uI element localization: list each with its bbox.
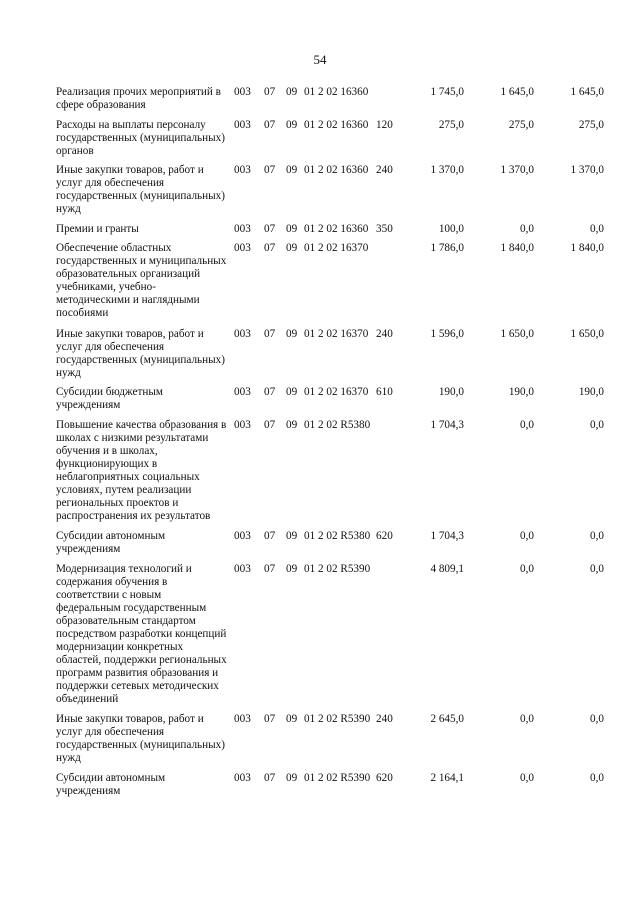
subsection-code: 09	[286, 118, 298, 131]
amount-year-1: 1 370,0	[430, 164, 464, 176]
admin-code: 003	[234, 418, 251, 431]
amount-year-3: 1 650,0	[570, 327, 604, 340]
subsection-code: 09	[286, 222, 298, 235]
admin-code: 003	[234, 327, 251, 340]
admin-code: 003	[234, 562, 251, 575]
amount-year-2: 0,0	[520, 530, 534, 542]
amount-year-3: 190,0	[578, 386, 604, 398]
amount-year-3: 0,0	[590, 222, 604, 235]
amount-year-1: 1 596,0	[430, 327, 464, 340]
row-name: Расходы на выплаты персоналу государственных (муниципальных) органов	[56, 118, 225, 157]
section-code: 07	[264, 530, 276, 542]
row-name: Иные закупки товаров, работ и услуг для обеспечения государственных (муниципальных) нужд	[56, 713, 225, 765]
subsection-code: 09	[286, 86, 298, 98]
subsection-code: 09	[286, 418, 298, 431]
amount-year-2: 1 370,0	[500, 164, 534, 176]
subsection-code: 09	[286, 164, 298, 176]
row-name: Иные закупки товаров, работ и услуг для обеспечения государственных (муниципальных) нужд	[56, 164, 225, 216]
section-code: 07	[264, 118, 276, 131]
amount-year-3: 1 840,0	[570, 242, 604, 254]
row-name: Реализация прочих мероприятий в сфере образования	[56, 86, 221, 112]
amount-year-1: 1 704,3	[430, 418, 464, 431]
admin-code: 003	[234, 771, 251, 784]
amount-year-3: 0,0	[590, 771, 604, 784]
admin-code: 003	[234, 222, 251, 235]
amount-year-1: 1 704,3	[430, 530, 464, 542]
section-code: 07	[264, 418, 276, 431]
amount-year-1: 4 809,1	[430, 562, 464, 575]
amount-year-1: 1 786,0	[430, 242, 464, 254]
amount-year-2: 1 840,0	[500, 242, 534, 254]
amount-year-3: 0,0	[590, 418, 604, 431]
amount-year-1: 275,0	[438, 118, 464, 131]
row-name: Премии и гранты	[56, 222, 139, 235]
amount-year-2: 1 645,0	[500, 86, 534, 98]
amount-year-2: 275,0	[508, 118, 534, 131]
section-code: 07	[264, 86, 276, 98]
target-code: 01 2 02 R5390	[304, 562, 371, 575]
row-name: Повышение качества образования в школах с низкими результатами обучения и в школах, функционирующих в неблагоприятных социальных условиях, путем реализации региональных проектов и распространения их результатов	[56, 418, 227, 523]
amount-year-1: 100,0	[438, 222, 464, 235]
expense-type-code: 240	[376, 164, 393, 176]
row-name: Субсидии бюджетным учреждениям	[56, 386, 163, 412]
amount-year-3: 0,0	[590, 530, 604, 542]
section-code: 07	[264, 771, 276, 784]
admin-code: 003	[234, 530, 251, 542]
amount-year-2: 0,0	[520, 713, 534, 725]
expense-type-code: 240	[376, 713, 393, 725]
subsection-code: 09	[286, 771, 298, 784]
target-code: 01 2 02 16360	[304, 118, 369, 131]
amount-year-3: 0,0	[590, 713, 604, 725]
section-code: 07	[264, 562, 276, 575]
amount-year-1: 1 745,0	[430, 86, 464, 98]
amount-year-3: 0,0	[590, 562, 604, 575]
amount-year-2: 0,0	[520, 771, 534, 784]
target-code: 01 2 02 R5380	[304, 530, 371, 542]
expense-type-code: 620	[376, 771, 393, 784]
target-code: 01 2 02 16370	[304, 386, 369, 398]
target-code: 01 2 02 16370	[304, 242, 369, 254]
expense-type-code: 610	[376, 386, 393, 398]
target-code: 01 2 02 16360	[304, 222, 369, 235]
section-code: 07	[264, 713, 276, 725]
amount-year-3: 1 645,0	[570, 86, 604, 98]
subsection-code: 09	[286, 713, 298, 725]
page-number: 54	[313, 52, 327, 67]
amount-year-3: 275,0	[578, 118, 604, 131]
amount-year-2: 0,0	[520, 418, 534, 431]
amount-year-1: 190,0	[438, 386, 464, 398]
admin-code: 003	[234, 164, 251, 176]
section-code: 07	[264, 222, 276, 235]
row-name: Субсидии автономным учреждениям	[56, 771, 166, 797]
row-name: Иные закупки товаров, работ и услуг для обеспечения государственных (муниципальных) нужд	[56, 327, 225, 379]
subsection-code: 09	[286, 386, 298, 398]
admin-code: 003	[234, 386, 251, 398]
subsection-code: 09	[286, 327, 298, 340]
target-code: 01 2 02 16370	[304, 327, 369, 340]
subsection-code: 09	[286, 562, 298, 575]
row-name: Субсидии автономным учреждениям	[56, 530, 166, 556]
row-name: Модернизация технологий и содержания обучения в соответствии с новым федеральным государственным образовательным стандартом посредством разработки концепций модернизации конкретных областей, поддержки региональных программ развития образования и поддержки сетевых методических объединений	[56, 562, 227, 706]
target-code: 01 2 02 16360	[304, 164, 369, 176]
expense-type-code: 350	[376, 222, 393, 235]
section-code: 07	[264, 386, 276, 398]
section-code: 07	[264, 164, 276, 176]
amount-year-1: 2 645,0	[430, 713, 464, 725]
target-code: 01 2 02 R5390	[304, 713, 371, 725]
row-name: Обеспечение областных государственных и муниципальных образовательных организаций учебниками, учебно-методическими и наглядными пособиями	[56, 242, 227, 320]
subsection-code: 09	[286, 530, 298, 542]
target-code: 01 2 02 R5380	[304, 418, 371, 431]
amount-year-3: 1 370,0	[570, 164, 604, 176]
amount-year-2: 190,0	[508, 386, 534, 398]
admin-code: 003	[234, 118, 251, 131]
amount-year-2: 0,0	[520, 222, 534, 235]
amount-year-1: 2 164,1	[430, 771, 464, 784]
expense-type-code: 240	[376, 327, 393, 340]
admin-code: 003	[234, 242, 251, 254]
amount-year-2: 1 650,0	[500, 327, 534, 340]
section-code: 07	[264, 242, 276, 254]
section-code: 07	[264, 327, 276, 340]
subsection-code: 09	[286, 242, 298, 254]
target-code: 01 2 02 R5390	[304, 771, 371, 784]
admin-code: 003	[234, 86, 251, 98]
expense-type-code: 120	[376, 118, 393, 131]
admin-code: 003	[234, 713, 251, 725]
target-code: 01 2 02 16360	[304, 86, 369, 98]
amount-year-2: 0,0	[520, 562, 534, 575]
expense-type-code: 620	[376, 530, 393, 542]
